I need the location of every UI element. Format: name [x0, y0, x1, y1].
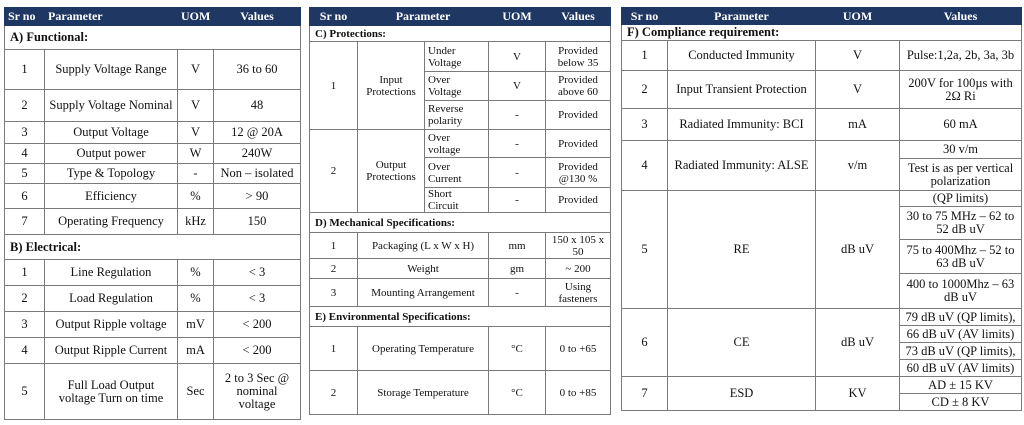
value-cell: 66 dB uV (AV limits)	[900, 326, 1022, 343]
sr-cell: 1	[310, 42, 358, 130]
table-row	[5, 209, 301, 235]
param-cell: Storage Temperature	[358, 371, 489, 415]
value-cell: < 3	[214, 260, 301, 286]
table-row	[310, 327, 611, 371]
uom-cell: dB uV	[816, 309, 900, 377]
table-row	[622, 141, 1022, 159]
section-e-title: E) Environmental Specifications:	[310, 307, 611, 327]
uom-cell: mV	[178, 312, 214, 338]
table-row	[310, 279, 611, 307]
uom-cell: W	[178, 144, 214, 164]
param-cell: Operating Temperature	[358, 327, 489, 371]
param-cell: Operating Frequency	[45, 209, 178, 235]
table-row	[310, 233, 611, 259]
sr-cell: 3	[622, 109, 668, 141]
param-cell: Radiated Immunity: BCI	[668, 109, 816, 141]
table-row	[5, 364, 301, 420]
header-uom: UOM	[816, 8, 900, 25]
uom-cell: -	[489, 279, 546, 307]
table-row	[310, 130, 611, 158]
param-cell: Output Voltage	[45, 122, 178, 144]
sub-param-cell: Reverse polarity	[425, 101, 489, 130]
value-cell: Pulse:1,2a, 2b, 3a, 3b	[900, 41, 1022, 71]
section-d-title: D) Mechanical Specifications:	[310, 213, 611, 233]
sr-cell: 2	[310, 130, 358, 213]
functional-electrical-table	[4, 7, 301, 420]
table-row	[5, 164, 301, 184]
table-row	[5, 338, 301, 364]
table-row	[5, 184, 301, 209]
table-row	[5, 90, 301, 122]
sr-cell: 7	[5, 209, 45, 235]
compliance-table	[621, 7, 1022, 411]
sr-cell: 7	[622, 377, 668, 411]
sub-param-cell: Over Voltage	[425, 72, 489, 101]
header-sr-no: Sr no	[5, 8, 45, 26]
header-sr-no: Sr no	[622, 8, 668, 25]
uom-cell: v/m	[816, 141, 900, 191]
param-cell: Efficiency	[45, 184, 178, 209]
sr-cell: 6	[622, 309, 668, 377]
value-cell: Provided	[546, 188, 611, 213]
param-cell: Output Ripple Current	[45, 338, 178, 364]
uom-cell: mm	[489, 233, 546, 259]
uom-cell: V	[816, 41, 900, 71]
value-cell: 200V for 100µs with 2Ω Ri	[900, 71, 1022, 109]
uom-cell: -	[489, 101, 546, 130]
value-cell: < 3	[214, 286, 301, 312]
header-sr-no: Sr no	[310, 8, 358, 26]
sub-param-cell: Short Circuit	[425, 188, 489, 213]
sr-cell: 3	[310, 279, 358, 307]
value-cell: Non – isolated	[214, 164, 301, 184]
param-cell: Input Transient Protection	[668, 71, 816, 109]
uom-cell: °C	[489, 327, 546, 371]
uom-cell: V	[489, 42, 546, 72]
uom-cell: V	[178, 122, 214, 144]
value-cell: 79 dB uV (QP limits),	[900, 309, 1022, 326]
table-row	[622, 109, 1022, 141]
value-cell: 0 to +85	[546, 371, 611, 415]
param-cell: Supply Voltage Nominal	[45, 90, 178, 122]
param-cell: Radiated Immunity: ALSE	[668, 141, 816, 191]
sr-cell: 6	[5, 184, 45, 209]
uom-cell: -	[489, 130, 546, 158]
value-cell: Provided below 35	[546, 42, 611, 72]
header-values: Values	[214, 8, 301, 26]
param-cell: Mounting Arrangement	[358, 279, 489, 307]
sr-cell: 5	[5, 164, 45, 184]
group-cell: Input Protections	[358, 42, 425, 130]
sub-param-cell: Under Voltage	[425, 42, 489, 72]
value-cell: 73 dB uV (QP limits),	[900, 343, 1022, 360]
uom-cell: kHz	[178, 209, 214, 235]
uom-cell: dB uV	[816, 191, 900, 309]
param-cell: RE	[668, 191, 816, 309]
value-cell: CD ± 8 KV	[900, 394, 1022, 411]
value-cell: 36 to 60	[214, 50, 301, 90]
value-cell: 12 @ 20A	[214, 122, 301, 144]
value-cell: Test is as per vertical polarization	[900, 159, 1022, 191]
uom-cell: mA	[816, 109, 900, 141]
value-cell: 400 to 1000Mhz – 63 dB uV	[900, 274, 1022, 309]
value-cell: Provided above 60	[546, 72, 611, 101]
sr-cell: 1	[622, 41, 668, 71]
value-cell: < 200	[214, 312, 301, 338]
value-cell: Provided @130 %	[546, 158, 611, 188]
sub-param-cell: Over voltage	[425, 130, 489, 158]
table-row	[5, 260, 301, 286]
table-row	[622, 377, 1022, 394]
param-cell: CE	[668, 309, 816, 377]
header-parameter: Parameter	[358, 8, 489, 26]
value-cell: 75 to 400Mhz – 52 to 63 dB uV	[900, 240, 1022, 274]
sub-param-cell: Over Current	[425, 158, 489, 188]
uom-cell: V	[178, 90, 214, 122]
section-b-title: B) Electrical:	[5, 235, 301, 260]
param-cell: Supply Voltage Range	[45, 50, 178, 90]
table-row	[5, 122, 301, 144]
uom-cell: %	[178, 260, 214, 286]
param-cell: Conducted Immunity	[668, 41, 816, 71]
uom-cell: -	[489, 188, 546, 213]
sr-cell: 4	[622, 141, 668, 191]
value-cell: (QP limits)	[900, 191, 1022, 207]
param-cell: Output Ripple voltage	[45, 312, 178, 338]
header-values: Values	[546, 8, 611, 26]
uom-cell: Sec	[178, 364, 214, 420]
param-cell: ESD	[668, 377, 816, 411]
table-row	[310, 259, 611, 279]
param-cell: Type & Topology	[45, 164, 178, 184]
header-parameter: Parameter	[668, 8, 816, 25]
sr-cell: 2	[5, 90, 45, 122]
table-row	[310, 42, 611, 72]
table-row	[622, 191, 1022, 207]
param-cell: Line Regulation	[45, 260, 178, 286]
value-cell: Provided	[546, 130, 611, 158]
param-cell: Full Load Output voltage Turn on time	[45, 364, 178, 420]
header-parameter: Parameter	[45, 8, 178, 26]
value-cell: 0 to +65	[546, 327, 611, 371]
uom-cell: KV	[816, 377, 900, 411]
param-cell: Packaging (L x W x H)	[358, 233, 489, 259]
value-cell: 60 mA	[900, 109, 1022, 141]
sr-cell: 2	[622, 71, 668, 109]
sr-cell: 1	[310, 327, 358, 371]
sr-cell: 2	[310, 259, 358, 279]
table-row	[622, 71, 1022, 109]
value-cell: > 90	[214, 184, 301, 209]
value-cell: 2 to 3 Sec @ nominal voltage	[214, 364, 301, 420]
param-cell: Output power	[45, 144, 178, 164]
uom-cell: V	[816, 71, 900, 109]
sr-cell: 3	[5, 312, 45, 338]
group-cell: Output Protections	[358, 130, 425, 213]
header-values: Values	[900, 8, 1022, 25]
value-cell: 240W	[214, 144, 301, 164]
uom-cell: -	[489, 158, 546, 188]
param-cell: Load Regulation	[45, 286, 178, 312]
sr-cell: 2	[310, 371, 358, 415]
section-f-title: F) Compliance requirement:	[622, 25, 1022, 41]
sr-cell: 5	[622, 191, 668, 309]
table-row	[5, 50, 301, 90]
protections-mechanical-environmental-table	[309, 7, 611, 415]
uom-cell: V	[178, 50, 214, 90]
value-cell: 60 dB uV (AV limits)	[900, 360, 1022, 377]
table-row	[5, 312, 301, 338]
uom-cell: -	[178, 164, 214, 184]
value-cell: 30 to 75 MHz – 62 to 52 dB uV	[900, 207, 1022, 240]
value-cell: 48	[214, 90, 301, 122]
value-cell: < 200	[214, 338, 301, 364]
section-c-title: C) Protections:	[310, 26, 611, 42]
uom-cell: %	[178, 286, 214, 312]
sr-cell: 2	[5, 286, 45, 312]
sr-cell: 1	[5, 260, 45, 286]
section-a-title: A) Functional:	[5, 26, 301, 50]
value-cell: Using fasteners	[546, 279, 611, 307]
table-row	[310, 371, 611, 415]
table-row	[622, 309, 1022, 326]
value-cell: AD ± 15 KV	[900, 377, 1022, 394]
sr-cell: 4	[5, 338, 45, 364]
uom-cell: °C	[489, 371, 546, 415]
table-row	[622, 41, 1022, 71]
value-cell: 150 x 105 x 50	[546, 233, 611, 259]
sr-cell: 1	[5, 50, 45, 90]
uom-cell: V	[489, 72, 546, 101]
sr-cell: 1	[310, 233, 358, 259]
sr-cell: 3	[5, 122, 45, 144]
uom-cell: %	[178, 184, 214, 209]
table-row	[5, 286, 301, 312]
sr-cell: 4	[5, 144, 45, 164]
table-row	[5, 144, 301, 164]
header-uom: UOM	[489, 8, 546, 26]
value-cell: 30 v/m	[900, 141, 1022, 159]
value-cell: Provided	[546, 101, 611, 130]
value-cell: 150	[214, 209, 301, 235]
param-cell: Weight	[358, 259, 489, 279]
sr-cell: 5	[5, 364, 45, 420]
value-cell: ~ 200	[546, 259, 611, 279]
uom-cell: mA	[178, 338, 214, 364]
uom-cell: gm	[489, 259, 546, 279]
header-uom: UOM	[178, 8, 214, 26]
